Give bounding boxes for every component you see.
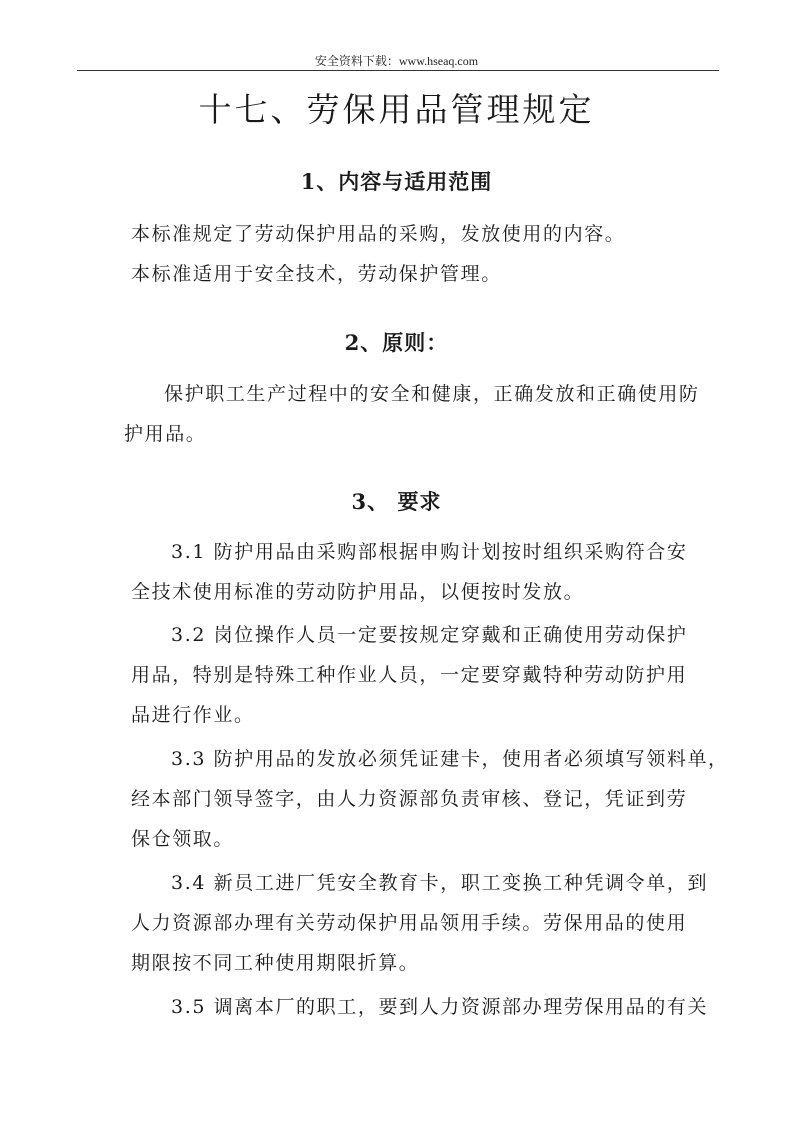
section-1-line-2: 本标准适用于安全技术，劳动保护管理。: [131, 263, 502, 285]
document-title: 十七、劳保用品管理规定: [198, 90, 595, 129]
clause-3-5: [131, 987, 731, 1027]
clause-3-4-line-2: 人力资源部办理有关劳动保护用品领用手续。劳保用品的使用: [131, 912, 688, 934]
section-2-line-2: 护用品。: [124, 423, 207, 445]
section-1-heading: 1、内容与适用范围: [300, 169, 493, 194]
clause-3-3-line-1: 3.3 防护用品的发放必须凭证建卡，使用者必须填写领料单，: [171, 748, 729, 770]
clause-3-2: [131, 615, 731, 735]
section-1-body: [131, 214, 731, 294]
clause-3-3-line-3: 保仓领取。: [131, 828, 235, 850]
clause-3-3-line-2: 经本部门领导签字，由人力资源部负责审核、登记，凭证到劳: [131, 788, 688, 810]
clause-3-2-line-2: 用品，特别是特殊工种作业人员，一定要穿戴特种劳动防护用: [131, 664, 688, 686]
clause-3-4-line-1: 3.4 新员工进厂凭安全教育卡，职工变换工种凭调令单，到: [171, 872, 709, 894]
clause-3-1-line-1: 3.1 防护用品由采购部根据申购计划按时组织采购符合安: [171, 541, 688, 563]
clause-3-1-line-2: 全技术使用标准的劳动防护用品，以便按时发放。: [131, 581, 585, 603]
clause-3-3: [131, 739, 731, 859]
clause-3-2-line-1: 3.2 岗位操作人员一定要按规定穿戴和正确使用劳动保护: [171, 624, 688, 646]
header-divider: [77, 70, 719, 71]
clause-3-4-line-3: 期限按不同工种使用期限折算。: [131, 952, 420, 974]
section-2-line-1: 保护职工生产过程中的安全和健康，正确发放和正确使用防: [164, 383, 700, 405]
clause-3-2-line-3: 品进行作业。: [131, 704, 255, 726]
page-header-source: 安全资料下载：www.hseaq.com: [314, 54, 479, 68]
section-1-line-1: 本标准规定了劳动保护用品的采购，发放使用的内容。: [131, 223, 626, 245]
section-2-heading: 2、原则：: [344, 330, 449, 355]
section-2-body: [124, 374, 724, 454]
clause-3-4: [131, 863, 731, 983]
clause-3-5-line-1: 3.5 调离本厂的职工，要到人力资源部办理劳保用品的有关: [171, 996, 709, 1018]
section-3-heading: 3、 要求: [351, 489, 442, 514]
clause-3-1: [131, 532, 731, 612]
